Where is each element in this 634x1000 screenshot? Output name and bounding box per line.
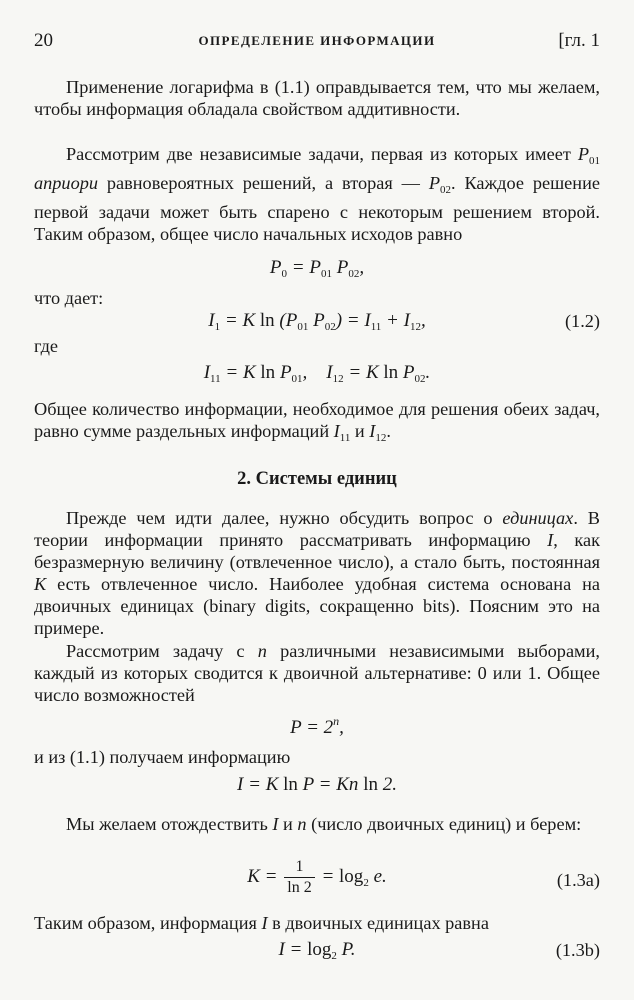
paragraph-total-information: Общее количество информации, необходимое для решения обеих задач, равно сумме раздельных информаций $I_{11}$ и $I_{12}$. — [34, 399, 600, 444]
equation-number-1-2: (1.2) — [564, 311, 600, 331]
paragraph-units: Прежде чем идти далее, нужно обсудить вопрос о единицах. В теории информации принято рассматривать информацию I, как безразмерную величину (отвлеченное число), а стало быть, постоянная K есть отвлеченное число. Наиболее удобная система основана на двоичных единицах (binary digits, сокращенно bits). Поясним это на примере. — [34, 508, 600, 638]
text-chto-daet: что дает: — [34, 288, 104, 308]
text-gde: где — [34, 336, 59, 356]
paragraph-additivity: Применение логарифма в (1.1) оправдывается тем, что мы желаем, чтобы информация обладала свойством аддитивности. — [34, 77, 600, 119]
paragraph-two-problems: Рассмотрим две независимые задачи, первая из которых имеет $P_{01}$ априори равновероятных решений, а вторая — $P_{02}$. Каждое решение первой задачи может быть спарено с некоторым решением второй. Таким образом, общее число начальных исходов равно — [34, 144, 600, 244]
formula-1-3b: $I = \log_2 P$. — [278, 939, 356, 962]
section-title: 2. Системы единиц — [237, 469, 397, 489]
page-header — [34, 30, 600, 54]
formula-p0: $P_0 = P_{01}$ $P_{02}$, — [269, 257, 365, 280]
text-iz-1-1: и из (1.1) получаем информацию — [34, 747, 291, 767]
formula-i-kln: I = K ln P = Kn ln 2. — [237, 774, 397, 795]
equation-number-1-3b: (1.3b) — [555, 940, 600, 960]
paragraph-conclusion: Таким образом, информация I в двоичных единицах равна — [34, 913, 489, 933]
formula-1-2: $I_1 = K$ $\ln (P_{01}$ $P_{02}) = I_{11} + I_{12}$, — [208, 310, 426, 333]
formula-1-3a: K = $\frac{1}{\ln 2}$ = $\log_2 e$. — [247, 858, 387, 896]
paragraph-identify: Мы желаем отождествить I и n (число двоичных единиц) и берем: — [66, 814, 582, 834]
formula-i11-i12: $I_{11} = K$ $\ln P_{01}$, $I_{12} = K$ $\ln P_{02}$. — [203, 362, 431, 385]
running-title: ОПРЕДЕЛЕНИЕ ИНФОРМАЦИИ — [198, 33, 436, 48]
page-number: 20 — [34, 30, 53, 51]
formula-p-2n: $P = 2^n$, — [290, 714, 344, 738]
equation-number-1-3a: (1.3a) — [556, 870, 600, 890]
paragraph-binary-choices: Рассмотрим задачу с n различными независимыми выборами, каждый из которых сводится к двоичной альтернативе: 0 или 1. Общее число возможностей — [34, 641, 600, 705]
chapter-marker: [гл. 1 — [558, 30, 600, 51]
apriori-term: априори — [34, 173, 98, 193]
